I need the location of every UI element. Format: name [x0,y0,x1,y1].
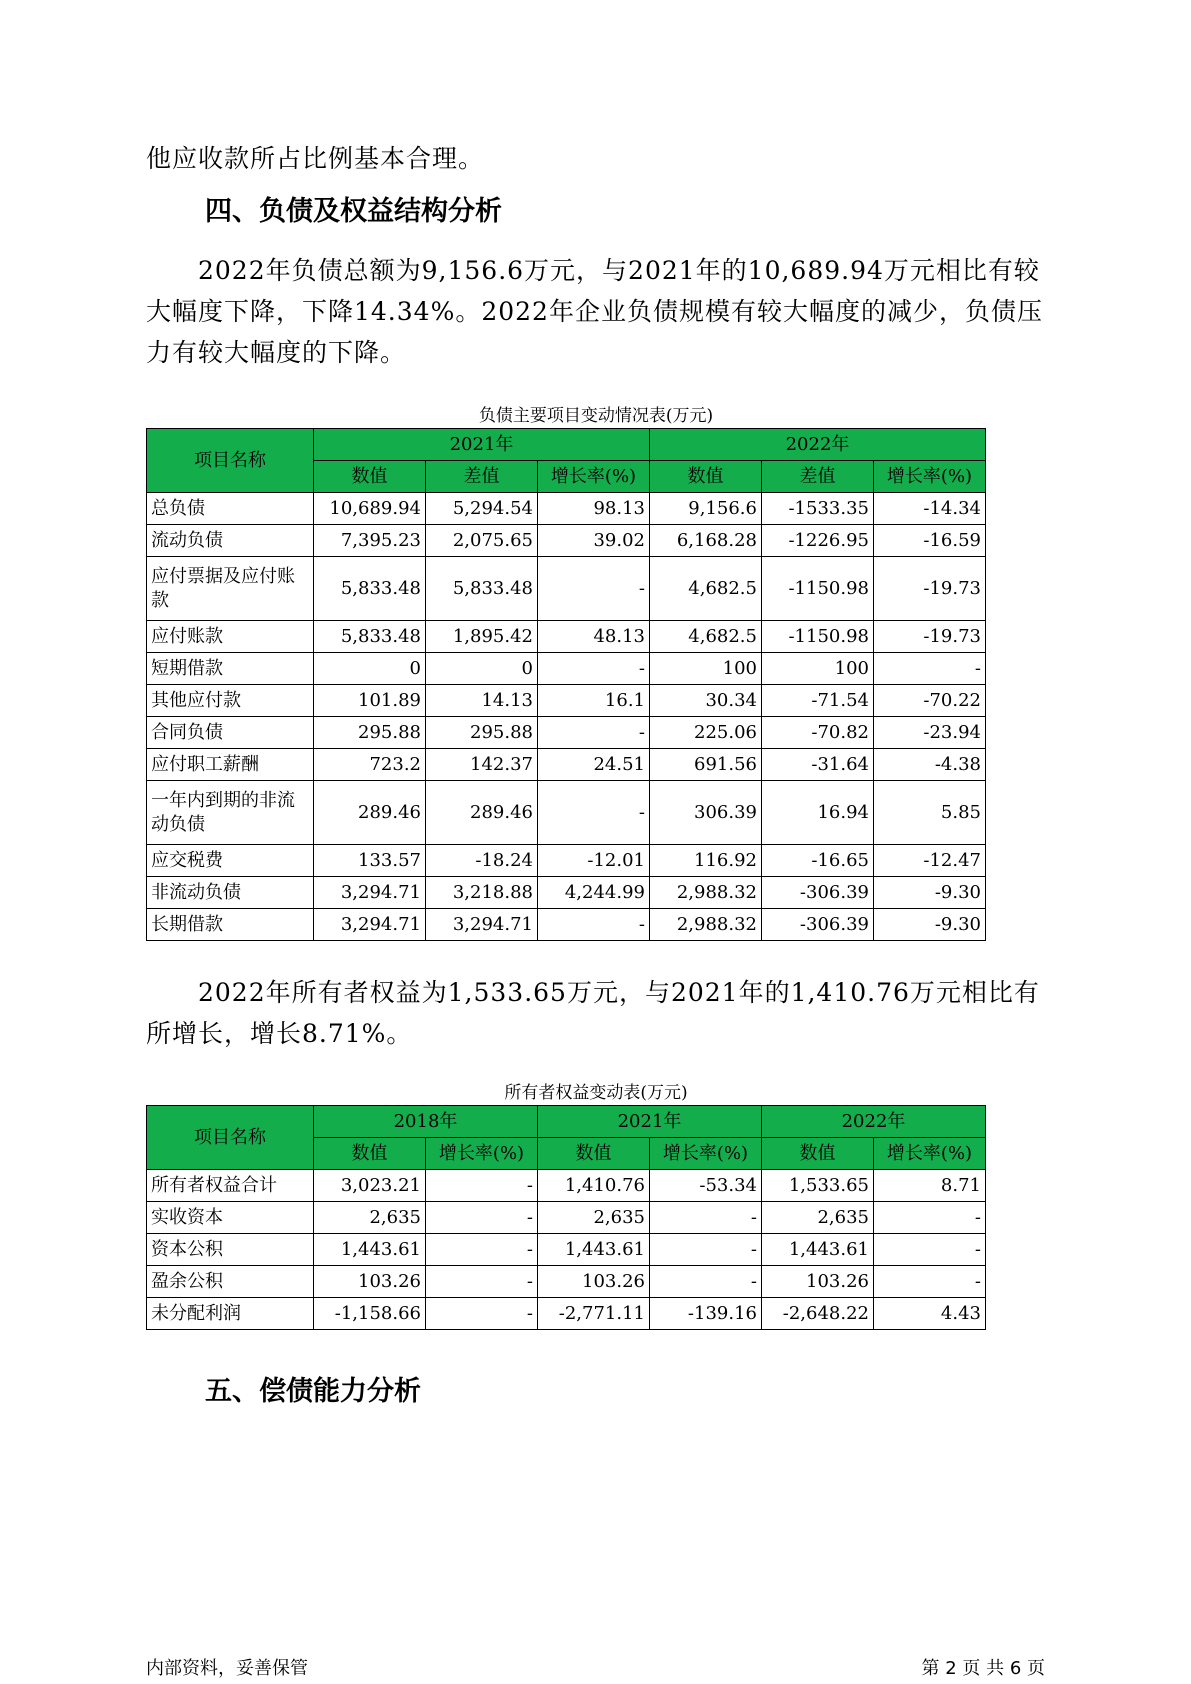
value-cell: 306.39 [650,781,762,845]
value-cell: -16.59 [874,525,986,557]
value-cell: 691.56 [650,749,762,781]
value-cell: -1150.98 [762,557,874,621]
value-cell: 3,218.88 [426,877,538,909]
value-cell: -306.39 [762,909,874,941]
value-cell: 3,294.71 [314,877,426,909]
row-label: 其他应付款 [147,685,314,717]
value-cell: 3,294.71 [314,909,426,941]
value-cell: - [538,717,650,749]
value-cell: -9.30 [874,877,986,909]
row-label: 一年内到期的非流动负债 [147,781,314,845]
header-year-2018: 2018年 [314,1106,538,1138]
value-cell: - [650,1202,762,1234]
value-cell: -19.73 [874,557,986,621]
value-cell: - [538,909,650,941]
value-cell: 2,988.32 [650,877,762,909]
row-label: 应付票据及应付账款 [147,557,314,621]
value-cell: 289.46 [426,781,538,845]
subheader-cell: 增长率(%) [538,461,650,493]
value-cell: 1,895.42 [426,621,538,653]
value-cell: -2,771.11 [538,1298,650,1330]
header-item-name: 项目名称 [147,429,314,493]
value-cell: -2,648.22 [762,1298,874,1330]
header-item-name: 项目名称 [147,1106,314,1170]
footer-left: 内部资料，妥善保管 [146,1658,308,1679]
subheader-cell: 数值 [314,461,426,493]
value-cell: - [650,1234,762,1266]
value-cell: - [874,1234,986,1266]
subheader-cell: 数值 [650,461,762,493]
section-4-heading: 四、负债及权益结构分析 [205,196,502,227]
value-cell: -9.30 [874,909,986,941]
header-year-2021: 2021年 [314,429,650,461]
value-cell: 2,635 [314,1202,426,1234]
row-label: 非流动负债 [147,877,314,909]
value-cell: 2,635 [762,1202,874,1234]
value-cell: -306.39 [762,877,874,909]
row-label: 实收资本 [147,1202,314,1234]
header-year-2021: 2021年 [538,1106,762,1138]
value-cell: 2,635 [538,1202,650,1234]
value-cell: 24.51 [538,749,650,781]
value-cell: 0 [426,653,538,685]
value-cell: -12.47 [874,845,986,877]
subheader-cell: 增长率(%) [874,1138,986,1170]
value-cell: 1,443.61 [762,1234,874,1266]
subheader-cell: 增长率(%) [874,461,986,493]
value-cell: -16.65 [762,845,874,877]
equity-table-caption: 所有者权益变动表(万元) [504,1083,688,1103]
row-label: 资本公积 [147,1234,314,1266]
table-row [147,557,986,621]
liabilities-table-caption: 负债主要项目变动情况表(万元) [478,406,714,426]
value-cell: - [874,653,986,685]
value-cell: -1533.35 [762,493,874,525]
row-label: 应付账款 [147,621,314,653]
value-cell: 2,988.32 [650,909,762,941]
equity-table-body [147,1170,986,1330]
equity-table [146,1105,986,1330]
value-cell: 16.1 [538,685,650,717]
value-cell: -70.82 [762,717,874,749]
value-cell: -70.22 [874,685,986,717]
table-row [147,845,986,877]
footer-page-number: 第 2 页 共 6 页 [921,1658,1045,1679]
subheader-cell: 差值 [762,461,874,493]
value-cell: 1,443.61 [538,1234,650,1266]
value-cell: 4,682.5 [650,557,762,621]
value-cell: 100 [650,653,762,685]
value-cell: 103.26 [762,1266,874,1298]
value-cell: - [426,1266,538,1298]
row-label: 长期借款 [147,909,314,941]
subheader-cell: 差值 [426,461,538,493]
section-5-heading: 五、偿债能力分析 [205,1376,421,1407]
subheader-cell: 数值 [314,1138,426,1170]
value-cell: - [426,1170,538,1202]
subheader-cell: 增长率(%) [426,1138,538,1170]
value-cell: 295.88 [426,717,538,749]
value-cell: 101.89 [314,685,426,717]
row-label: 应付职工薪酬 [147,749,314,781]
subheader-cell: 数值 [538,1138,650,1170]
value-cell: - [874,1266,986,1298]
value-cell: - [874,1202,986,1234]
table-header-row [147,1106,986,1138]
row-label: 所有者权益合计 [147,1170,314,1202]
value-cell: 98.13 [538,493,650,525]
value-cell: 30.34 [650,685,762,717]
subheader-cell: 数值 [762,1138,874,1170]
value-cell: 7,395.23 [314,525,426,557]
table-row [147,781,986,845]
value-cell: -53.34 [650,1170,762,1202]
value-cell: 1,533.65 [762,1170,874,1202]
value-cell: 6,168.28 [650,525,762,557]
value-cell: -139.16 [650,1298,762,1330]
liabilities-table [146,428,986,941]
value-cell: 5,833.48 [314,621,426,653]
row-label: 应交税费 [147,845,314,877]
value-cell: 723.2 [314,749,426,781]
value-cell: 1,443.61 [314,1234,426,1266]
value-cell: -1150.98 [762,621,874,653]
value-cell: -14.34 [874,493,986,525]
liabilities-paragraph: 2022年负债总额为9,156.6万元，与2021年的10,689.94万元相比有较大幅度下降，下降14.34%。2022年企业负债规模有较大幅度的减少，负债压力有较大幅度的下降。 [146,256,1043,367]
value-cell: - [650,1266,762,1298]
value-cell: 103.26 [538,1266,650,1298]
table-row [147,877,986,909]
value-cell: 4,682.5 [650,621,762,653]
value-cell: 14.13 [426,685,538,717]
table-row [147,621,986,653]
value-cell: - [426,1234,538,1266]
value-cell: -19.73 [874,621,986,653]
value-cell: 100 [762,653,874,685]
table-row [147,525,986,557]
value-cell: 103.26 [314,1266,426,1298]
value-cell: 3,023.21 [314,1170,426,1202]
value-cell: 289.46 [314,781,426,845]
table-row [147,1298,986,1330]
table-row [147,909,986,941]
value-cell: - [426,1298,538,1330]
row-label: 未分配利润 [147,1298,314,1330]
top-paragraph: 他应收款所占比例基本合理。 [146,144,485,173]
value-cell: 3,294.71 [426,909,538,941]
value-cell: 5,294.54 [426,493,538,525]
value-cell: -1,158.66 [314,1298,426,1330]
table-row [147,1234,986,1266]
table-row [147,493,986,525]
value-cell: 5,833.48 [426,557,538,621]
value-cell: 133.57 [314,845,426,877]
value-cell: 225.06 [650,717,762,749]
value-cell: 9,156.6 [650,493,762,525]
value-cell: - [538,781,650,845]
row-label: 流动负债 [147,525,314,557]
liabilities-table-body [147,493,986,941]
value-cell: -31.64 [762,749,874,781]
value-cell: -23.94 [874,717,986,749]
table-row [147,1202,986,1234]
value-cell: 48.13 [538,621,650,653]
row-label: 总负债 [147,493,314,525]
table-row [147,1170,986,1202]
value-cell: 5.85 [874,781,986,845]
value-cell: -18.24 [426,845,538,877]
row-label: 合同负债 [147,717,314,749]
value-cell: -71.54 [762,685,874,717]
value-cell: 10,689.94 [314,493,426,525]
value-cell: 4.43 [874,1298,986,1330]
table-row [147,685,986,717]
value-cell: -4.38 [874,749,986,781]
value-cell: -12.01 [538,845,650,877]
value-cell: 4,244.99 [538,877,650,909]
value-cell: 142.37 [426,749,538,781]
row-label: 盈余公积 [147,1266,314,1298]
table-row [147,749,986,781]
header-year-2022: 2022年 [762,1106,986,1138]
value-cell: -1226.95 [762,525,874,557]
value-cell: 39.02 [538,525,650,557]
value-cell: - [426,1202,538,1234]
table-row [147,717,986,749]
value-cell: 2,075.65 [426,525,538,557]
value-cell: 0 [314,653,426,685]
row-label: 短期借款 [147,653,314,685]
header-year-2022: 2022年 [650,429,986,461]
value-cell: 295.88 [314,717,426,749]
table-row [147,1266,986,1298]
value-cell: 8.71 [874,1170,986,1202]
value-cell: 16.94 [762,781,874,845]
value-cell: - [538,557,650,621]
table-row [147,653,986,685]
table-header-row [147,429,986,461]
value-cell: 1,410.76 [538,1170,650,1202]
value-cell: 116.92 [650,845,762,877]
value-cell: - [538,653,650,685]
subheader-cell: 增长率(%) [650,1138,762,1170]
value-cell: 5,833.48 [314,557,426,621]
equity-paragraph: 2022年所有者权益为1,533.65万元，与2021年的1,410.76万元相比有所增长，增长8.71%。 [146,978,1040,1048]
